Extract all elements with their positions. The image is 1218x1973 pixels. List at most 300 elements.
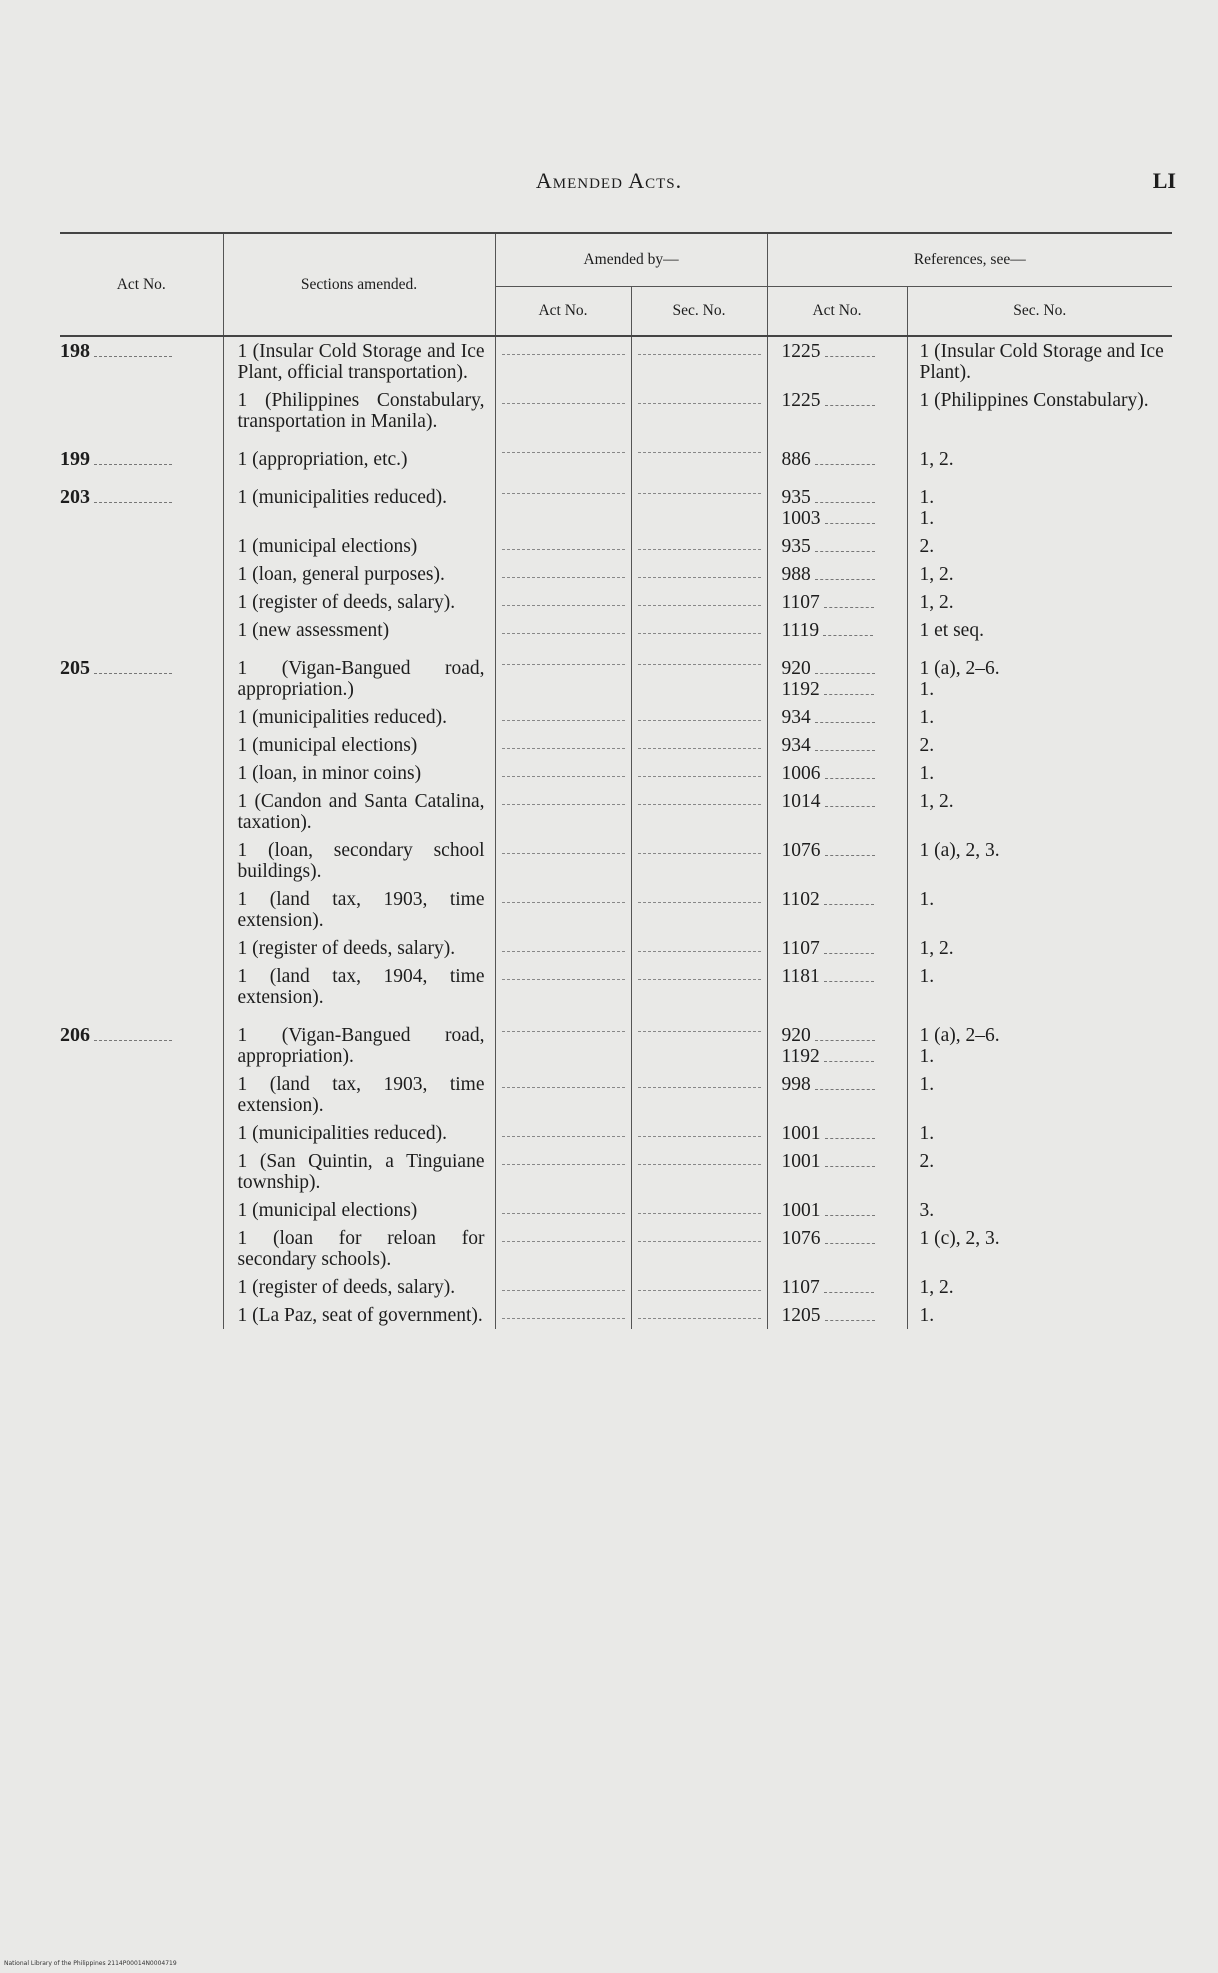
ref-act-no: 935 xyxy=(781,536,811,557)
table-row xyxy=(60,836,1172,885)
act-no-cell xyxy=(60,1011,223,1070)
section-amended-cell xyxy=(223,644,495,703)
ref-act-no-line xyxy=(782,564,907,585)
ref-sec-no-cell xyxy=(907,336,1172,386)
ref-act-no: 1225 xyxy=(781,341,821,362)
table-row xyxy=(60,1147,1172,1196)
dash-leader xyxy=(502,804,625,805)
ref-sec-no-cell xyxy=(907,731,1172,759)
ref-act-no-line xyxy=(782,707,907,728)
section-amended-text: 1 (municipal elections) xyxy=(237,735,418,756)
act-no-cell xyxy=(60,386,223,435)
amended-sec-no-cell xyxy=(631,616,767,644)
amended-act-no-cell xyxy=(495,336,631,386)
section-amended-text: 1 (Philippines Constabulary, transportation in Manila). xyxy=(237,390,485,432)
section-amended-text: 1 (municipalities reduced). xyxy=(237,487,448,508)
table-row xyxy=(60,787,1172,836)
amended-act-no-cell xyxy=(495,1011,631,1070)
ref-sec-no-cell xyxy=(907,759,1172,787)
act-no-cell xyxy=(60,1070,223,1119)
ref-sec-no: 1 (a), 2, 3. xyxy=(919,840,1000,861)
ref-act-no-cell xyxy=(767,1301,907,1329)
act-no-cell xyxy=(60,759,223,787)
amended-act-no-cell xyxy=(495,1224,631,1273)
ref-act-no-cell xyxy=(767,1147,907,1196)
section-amended-cell xyxy=(223,731,495,759)
amended-act-no-cell xyxy=(495,386,631,435)
ref-act-no-cell xyxy=(767,1273,907,1301)
act-no-cell xyxy=(60,644,223,703)
dash-leader xyxy=(638,902,761,903)
ref-act-no-line xyxy=(782,763,907,784)
ref-act-no-line xyxy=(782,536,907,557)
section-amended-cell xyxy=(223,386,495,435)
act-no-cell xyxy=(60,435,223,473)
section-amended-text: 1 (register of deeds, salary). xyxy=(237,1277,456,1298)
ref-act-no-line xyxy=(782,1277,907,1298)
section-amended-text: 1 (register of deeds, salary). xyxy=(237,938,456,959)
leader-dots xyxy=(825,806,875,807)
ref-act-no: 1107 xyxy=(781,1277,820,1298)
dash-leader xyxy=(502,1241,625,1242)
dash-leader xyxy=(638,720,761,721)
ref-act-no-cell xyxy=(767,1196,907,1224)
leader-dots xyxy=(815,750,875,751)
act-no-cell xyxy=(60,731,223,759)
dash-leader xyxy=(638,1241,761,1242)
leader-dots xyxy=(825,1320,875,1321)
ref-act-no-2: 1003 xyxy=(781,508,821,529)
amended-sec-no-cell xyxy=(631,703,767,731)
amended-sec-no-cell xyxy=(631,759,767,787)
amended-sec-no-cell xyxy=(631,336,767,386)
section-amended-cell xyxy=(223,836,495,885)
dash-leader xyxy=(502,633,625,634)
ref-act-no-cell xyxy=(767,836,907,885)
leader-dots xyxy=(94,464,172,465)
act-no-cell xyxy=(60,560,223,588)
amended-act-no-cell xyxy=(495,934,631,962)
ref-act-no-line xyxy=(782,620,907,641)
dash-leader xyxy=(638,633,761,634)
running-title: Amended Acts. xyxy=(535,168,683,193)
ref-act-no-line xyxy=(782,889,907,910)
dash-leader xyxy=(638,1164,761,1165)
amended-act-no-cell xyxy=(495,787,631,836)
amended-act-no-cell xyxy=(495,588,631,616)
ref-sec-no-2: 1. xyxy=(919,1046,935,1067)
table-row xyxy=(60,731,1172,759)
act-number: 206 xyxy=(60,1024,90,1046)
header-ref-act-no: Act No. xyxy=(767,287,907,337)
ref-act-no-line xyxy=(782,341,907,362)
section-amended-cell xyxy=(223,1301,495,1329)
amended-act-no-cell xyxy=(495,836,631,885)
ref-sec-no-cell xyxy=(907,787,1172,836)
section-amended-cell xyxy=(223,1196,495,1224)
ref-sec-no-cell xyxy=(907,386,1172,435)
ref-act-no: 998 xyxy=(781,1074,811,1095)
amended-act-no-cell xyxy=(495,1301,631,1329)
ref-sec-no-cell xyxy=(907,560,1172,588)
section-amended-text: 1 (municipalities reduced). xyxy=(237,1123,448,1144)
act-no-cell xyxy=(60,787,223,836)
section-amended-cell xyxy=(223,787,495,836)
amended-sec-no-cell xyxy=(631,386,767,435)
table-row xyxy=(60,1196,1172,1224)
section-amended-text: 1 (loan, general purposes). xyxy=(237,564,445,585)
leader-dots xyxy=(815,1089,875,1090)
ref-act-no: 934 xyxy=(781,707,811,728)
table-row xyxy=(60,1070,1172,1119)
ref-act-no-cell xyxy=(767,1011,907,1070)
ref-act-no-cell xyxy=(767,731,907,759)
section-amended-cell xyxy=(223,588,495,616)
dash-leader xyxy=(502,748,625,749)
section-amended-text: 1 (Insular Cold Storage and Ice Plant, official transportation). xyxy=(237,341,485,383)
table-row xyxy=(60,532,1172,560)
leader-dots xyxy=(815,1040,875,1041)
leader-dots xyxy=(825,356,875,357)
amended-act-no-cell xyxy=(495,616,631,644)
dash-leader xyxy=(502,902,625,903)
act-number: 205 xyxy=(60,657,90,679)
dash-leader xyxy=(638,403,761,404)
ref-act-no-2-line xyxy=(782,508,907,529)
leader-dots xyxy=(823,635,873,636)
amended-sec-no-cell xyxy=(631,1196,767,1224)
ref-act-no: 1107 xyxy=(781,592,820,613)
dash-leader xyxy=(638,804,761,805)
ref-sec-no: 1. xyxy=(919,966,935,987)
dash-leader xyxy=(502,354,625,355)
section-amended-cell xyxy=(223,1119,495,1147)
ref-sec-no-cell xyxy=(907,588,1172,616)
leader-dots xyxy=(815,551,875,552)
ref-act-no-line xyxy=(782,840,907,861)
table-header xyxy=(60,233,1172,336)
act-number: 203 xyxy=(60,486,90,508)
table-row xyxy=(60,885,1172,934)
ref-act-no-line xyxy=(782,592,907,613)
ref-sec-no-cell xyxy=(907,885,1172,934)
ref-act-no-cell xyxy=(767,588,907,616)
ref-act-no-cell xyxy=(767,336,907,386)
ref-sec-no: 1, 2. xyxy=(919,449,954,470)
table-row xyxy=(60,473,1172,532)
amended-sec-no-cell xyxy=(631,532,767,560)
ref-act-no-line xyxy=(782,1200,907,1221)
dash-leader xyxy=(502,720,625,721)
amended-act-no-cell xyxy=(495,1273,631,1301)
ref-act-no: 1006 xyxy=(781,763,821,784)
ref-sec-no: 1. xyxy=(919,1305,935,1326)
section-amended-cell xyxy=(223,616,495,644)
ref-sec-no: 1 (a), 2–6. xyxy=(919,1025,1000,1046)
dash-leader xyxy=(638,1031,761,1032)
dash-leader xyxy=(638,549,761,550)
table-row xyxy=(60,386,1172,435)
amended-act-no-cell xyxy=(495,703,631,731)
table-row xyxy=(60,616,1172,644)
act-no-cell xyxy=(60,836,223,885)
dash-leader xyxy=(638,1318,761,1319)
ref-sec-no-cell xyxy=(907,1011,1172,1070)
dash-leader xyxy=(638,354,761,355)
ref-act-no-cell xyxy=(767,1119,907,1147)
section-amended-text: 1 (loan, in minor coins) xyxy=(237,763,422,784)
ref-act-no-line xyxy=(782,791,907,812)
table-row xyxy=(60,962,1172,1011)
section-amended-text: 1 (land tax, 1903, time extension). xyxy=(237,889,485,931)
ref-act-no: 1014 xyxy=(781,791,821,812)
ref-sec-no-cell xyxy=(907,1119,1172,1147)
table-row xyxy=(60,435,1172,473)
ref-act-no: 935 xyxy=(781,487,811,508)
amended-act-no-cell xyxy=(495,885,631,934)
amended-acts-table-wrap xyxy=(60,232,1172,1329)
amended-sec-no-cell xyxy=(631,787,767,836)
ref-sec-no-cell xyxy=(907,1301,1172,1329)
ref-act-no: 1102 xyxy=(781,889,820,910)
leader-dots xyxy=(825,1243,875,1244)
leader-dots xyxy=(94,673,172,674)
leader-dots xyxy=(94,502,172,503)
header-amended-by: Amended by— xyxy=(495,233,767,287)
amended-act-no-cell xyxy=(495,962,631,1011)
ref-sec-no: 1 et seq. xyxy=(919,620,984,641)
section-amended-cell xyxy=(223,759,495,787)
amended-sec-no-cell xyxy=(631,1119,767,1147)
ref-act-no: 920 xyxy=(781,1025,811,1046)
leader-dots xyxy=(825,855,875,856)
dash-leader xyxy=(502,664,625,665)
dash-leader xyxy=(502,951,625,952)
dash-leader xyxy=(638,605,761,606)
amended-acts-table xyxy=(60,232,1172,1329)
ref-act-no-cell xyxy=(767,759,907,787)
footer-note: National Library of the Philippines 2114P00014N0004719 xyxy=(4,1960,177,1967)
ref-act-no-line xyxy=(782,1151,907,1172)
ref-act-no: 886 xyxy=(781,449,811,470)
ref-act-no-cell xyxy=(767,473,907,532)
ref-sec-no-cell xyxy=(907,473,1172,532)
act-number: 199 xyxy=(60,448,90,470)
amended-sec-no-cell xyxy=(631,885,767,934)
ref-sec-no-cell xyxy=(907,962,1172,1011)
section-amended-cell xyxy=(223,435,495,473)
ref-act-no: 988 xyxy=(781,564,811,585)
section-amended-cell xyxy=(223,1224,495,1273)
ref-act-no-2-line xyxy=(782,679,907,700)
leader-dots xyxy=(825,1215,875,1216)
ref-act-no-line xyxy=(782,449,907,470)
dash-leader xyxy=(638,748,761,749)
ref-sec-no: 1. xyxy=(919,1074,935,1095)
section-amended-text: 1 (register of deeds, salary). xyxy=(237,592,456,613)
leader-dots xyxy=(815,722,875,723)
ref-act-no-cell xyxy=(767,560,907,588)
act-no-cell xyxy=(60,1196,223,1224)
ref-sec-no: 1, 2. xyxy=(919,592,954,613)
dash-leader xyxy=(638,853,761,854)
ref-sec-no-cell xyxy=(907,1147,1172,1196)
amended-sec-no-cell xyxy=(631,1273,767,1301)
amended-sec-no-cell xyxy=(631,1224,767,1273)
amended-act-no-cell xyxy=(495,473,631,532)
ref-sec-no: 1, 2. xyxy=(919,564,954,585)
act-no-cell xyxy=(60,1273,223,1301)
amended-sec-no-cell xyxy=(631,1011,767,1070)
section-amended-cell xyxy=(223,703,495,731)
leader-dots xyxy=(825,405,875,406)
leader-dots xyxy=(824,981,874,982)
table-row xyxy=(60,560,1172,588)
amended-act-no-cell xyxy=(495,1070,631,1119)
act-no-cell xyxy=(60,934,223,962)
amended-sec-no-cell xyxy=(631,1070,767,1119)
amended-act-no-cell xyxy=(495,532,631,560)
table-row xyxy=(60,1273,1172,1301)
leader-dots xyxy=(825,523,875,524)
ref-act-no: 1107 xyxy=(781,938,820,959)
table-row xyxy=(60,1119,1172,1147)
ref-act-no-cell xyxy=(767,787,907,836)
section-amended-cell xyxy=(223,1147,495,1196)
section-amended-cell xyxy=(223,934,495,962)
amended-act-no-cell xyxy=(495,731,631,759)
table-row xyxy=(60,1011,1172,1070)
leader-dots xyxy=(94,356,172,357)
act-no-cell xyxy=(60,703,223,731)
leader-dots xyxy=(815,579,875,580)
section-amended-text: 1 (municipal elections) xyxy=(237,536,418,557)
dash-leader xyxy=(638,1136,761,1137)
amended-sec-no-cell xyxy=(631,934,767,962)
header-amended-act-no: Act No. xyxy=(495,287,631,337)
header-sections-amended: Sections amended. xyxy=(223,233,495,336)
ref-act-no-cell xyxy=(767,1224,907,1273)
leader-dots xyxy=(824,953,874,954)
leader-dots xyxy=(94,1040,172,1041)
ref-sec-no: 1, 2. xyxy=(919,938,954,959)
amended-sec-no-cell xyxy=(631,1301,767,1329)
ref-act-no: 1181 xyxy=(781,966,820,987)
amended-act-no-cell xyxy=(495,560,631,588)
dash-leader xyxy=(638,979,761,980)
amended-act-no-cell xyxy=(495,435,631,473)
dash-leader xyxy=(502,853,625,854)
ref-act-no: 1001 xyxy=(781,1200,821,1221)
table-row xyxy=(60,703,1172,731)
ref-act-no-cell xyxy=(767,885,907,934)
ref-sec-no-cell xyxy=(907,435,1172,473)
section-amended-cell xyxy=(223,560,495,588)
ref-sec-no-cell xyxy=(907,703,1172,731)
page-number: LI xyxy=(1152,168,1176,193)
ref-sec-no: 1 (Philippines Constabulary). xyxy=(919,390,1149,411)
section-amended-text: 1 (land tax, 1904, time extension). xyxy=(237,966,485,1008)
ref-sec-no-cell xyxy=(907,616,1172,644)
header-act-no: Act No. xyxy=(116,275,166,293)
act-no-cell xyxy=(60,1301,223,1329)
section-amended-cell xyxy=(223,473,495,532)
ref-act-no-line xyxy=(782,1074,907,1095)
ref-sec-no: 1, 2. xyxy=(919,791,954,812)
dash-leader xyxy=(502,1031,625,1032)
leader-dots xyxy=(815,673,875,674)
ref-act-no-line xyxy=(782,658,907,679)
ref-act-no-cell xyxy=(767,934,907,962)
ref-sec-no: 1 (a), 2–6. xyxy=(919,658,1000,679)
ref-act-no-cell xyxy=(767,386,907,435)
ref-sec-no: 1 (Insular Cold Storage and Ice Plant). xyxy=(919,341,1164,383)
section-amended-text: 1 (Vigan-Bangued road, appropriation). xyxy=(237,1025,485,1067)
ref-act-no: 1076 xyxy=(781,1228,821,1249)
dash-leader xyxy=(638,577,761,578)
table-row xyxy=(60,1224,1172,1273)
ref-sec-no: 3. xyxy=(919,1200,935,1221)
leader-dots xyxy=(824,607,874,608)
amended-act-no-cell xyxy=(495,1119,631,1147)
section-amended-text: 1 (Candon and Santa Catalina, taxation). xyxy=(237,791,485,833)
dash-leader xyxy=(502,452,625,453)
ref-act-no: 1001 xyxy=(781,1123,821,1144)
dash-leader xyxy=(502,1318,625,1319)
ref-sec-no: 1. xyxy=(919,707,935,728)
ref-act-no: 1076 xyxy=(781,840,821,861)
ref-sec-no-cell xyxy=(907,934,1172,962)
section-amended-cell xyxy=(223,1070,495,1119)
amended-act-no-cell xyxy=(495,1196,631,1224)
ref-sec-no-cell xyxy=(907,1196,1172,1224)
dash-leader xyxy=(502,979,625,980)
ref-sec-no: 2. xyxy=(919,1151,935,1172)
act-no-cell xyxy=(60,1224,223,1273)
act-no-cell xyxy=(60,588,223,616)
ref-sec-no: 1. xyxy=(919,763,935,784)
act-no-cell xyxy=(60,336,223,386)
dash-leader xyxy=(502,493,625,494)
dash-leader xyxy=(638,776,761,777)
amended-act-no-cell xyxy=(495,759,631,787)
leader-dots xyxy=(815,464,875,465)
act-no-cell xyxy=(60,885,223,934)
amended-sec-no-cell xyxy=(631,588,767,616)
dash-leader xyxy=(502,1136,625,1137)
header-ref-sec-no: Sec. No. xyxy=(907,287,1172,337)
table-row xyxy=(60,644,1172,703)
ref-sec-no: 1, 2. xyxy=(919,1277,954,1298)
dash-leader xyxy=(638,1087,761,1088)
dash-leader xyxy=(502,549,625,550)
ref-act-no-line xyxy=(782,938,907,959)
section-amended-cell xyxy=(223,962,495,1011)
leader-dots xyxy=(825,1166,875,1167)
ref-act-no: 1225 xyxy=(781,390,821,411)
amended-sec-no-cell xyxy=(631,836,767,885)
ref-act-no-line xyxy=(782,1123,907,1144)
ref-act-no-cell xyxy=(767,616,907,644)
amended-sec-no-cell xyxy=(631,560,767,588)
act-no-cell xyxy=(60,962,223,1011)
section-amended-text: 1 (municipal elections) xyxy=(237,1200,418,1221)
ref-act-no: 1119 xyxy=(781,620,820,641)
leader-dots xyxy=(824,1292,874,1293)
dash-leader xyxy=(502,403,625,404)
section-amended-cell xyxy=(223,336,495,386)
dash-leader xyxy=(638,452,761,453)
